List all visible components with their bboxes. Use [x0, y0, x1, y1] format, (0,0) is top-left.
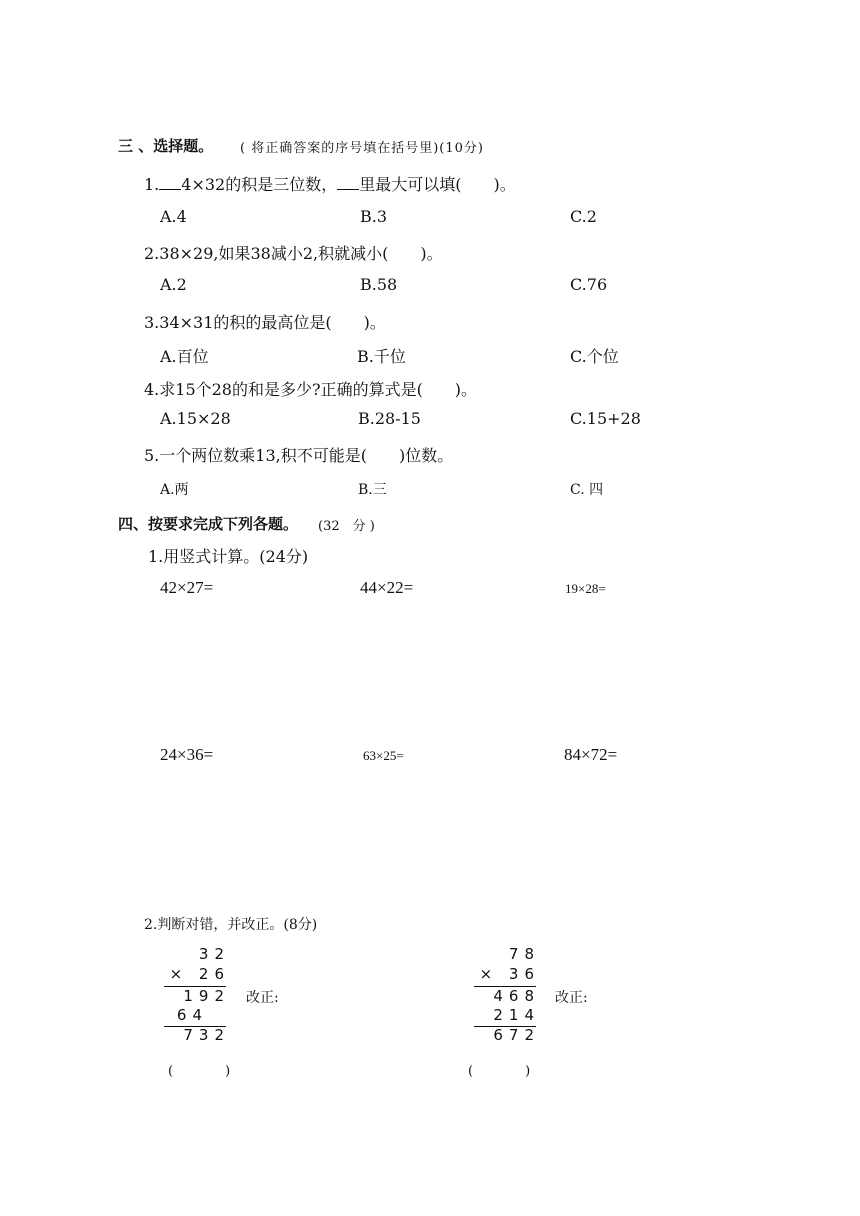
answer-blank: [337, 175, 359, 190]
q4-option-b: B.28-15: [358, 409, 421, 428]
question-3: 3.34×31的积的最高位是( )。: [144, 313, 386, 332]
vertical-calc-right: [470, 945, 540, 1045]
answer-blank: [159, 175, 181, 190]
calc-problem: 42×27=: [160, 578, 214, 597]
section3-title: 三 、选择题。: [118, 137, 214, 155]
calc-problem: 84×72=: [564, 745, 618, 764]
multiplicand: 32: [198, 945, 230, 963]
q1-option-a: A.4: [160, 207, 187, 226]
part2-heading: 2.判断对错，并改正。(8分): [144, 917, 318, 933]
q2-option-a: A.2: [160, 275, 187, 294]
judgment-paren[interactable]: ( ): [168, 1064, 231, 1079]
multiplier: × 26: [169, 965, 230, 983]
correction-label: 改正:: [246, 990, 279, 1006]
partial-product: 64: [176, 1006, 208, 1024]
calc-problem: 19×28=: [565, 581, 606, 596]
calc-problem: 24×36=: [160, 745, 214, 764]
q3-option-b: B.千位: [357, 347, 406, 366]
q3-option-c: C.个位: [570, 347, 619, 366]
calc-problem: 63×25=: [363, 748, 404, 763]
calc-problem: 44×22=: [360, 578, 414, 597]
partial-product: 214: [493, 1006, 540, 1024]
judgment-paren[interactable]: ( ): [468, 1064, 531, 1079]
section3-note: ( 将正确答案的序号填在括号里)(10分): [240, 141, 484, 156]
q3-option-a: A.百位: [160, 347, 209, 366]
question-5: 5.一个两位数乘13,积不可能是( )位数。: [144, 446, 454, 465]
q5-option-a: A.两: [160, 482, 189, 498]
question-1: 1. 4×32的积是三位数， 里最大可以填( )。: [144, 175, 516, 194]
question-2: 2.38×29,如果38减小2,积就减小( )。: [144, 244, 443, 263]
correction-label: 改正:: [555, 990, 588, 1006]
question-4: 4.求15个28的和是多少?正确的算式是( )。: [144, 380, 478, 399]
multiplicand: 78: [508, 945, 540, 963]
q2-option-b: B.58: [360, 275, 398, 294]
q2-option-c: C.76: [570, 275, 608, 294]
partial-product: 192: [183, 987, 230, 1005]
section4-score: (32 分 ): [318, 519, 375, 534]
section4-title: 四、按要求完成下列各题。: [118, 515, 299, 533]
multiplier: × 36: [479, 965, 540, 983]
q4-option-c: C.15+28: [570, 409, 641, 428]
part1-heading: 1.用竖式计算。(24分): [148, 547, 309, 566]
vertical-calc-left: [160, 945, 230, 1045]
q1-option-c: C.2: [570, 207, 597, 226]
q5-option-c: C. 四: [570, 482, 604, 498]
product: 672: [493, 1026, 540, 1044]
q5-option-b: B.三: [358, 482, 387, 498]
q1-option-b: B.3: [360, 207, 388, 226]
product: 732: [183, 1026, 230, 1044]
q4-option-a: A.15×28: [160, 409, 231, 428]
partial-product: 468: [493, 987, 540, 1005]
